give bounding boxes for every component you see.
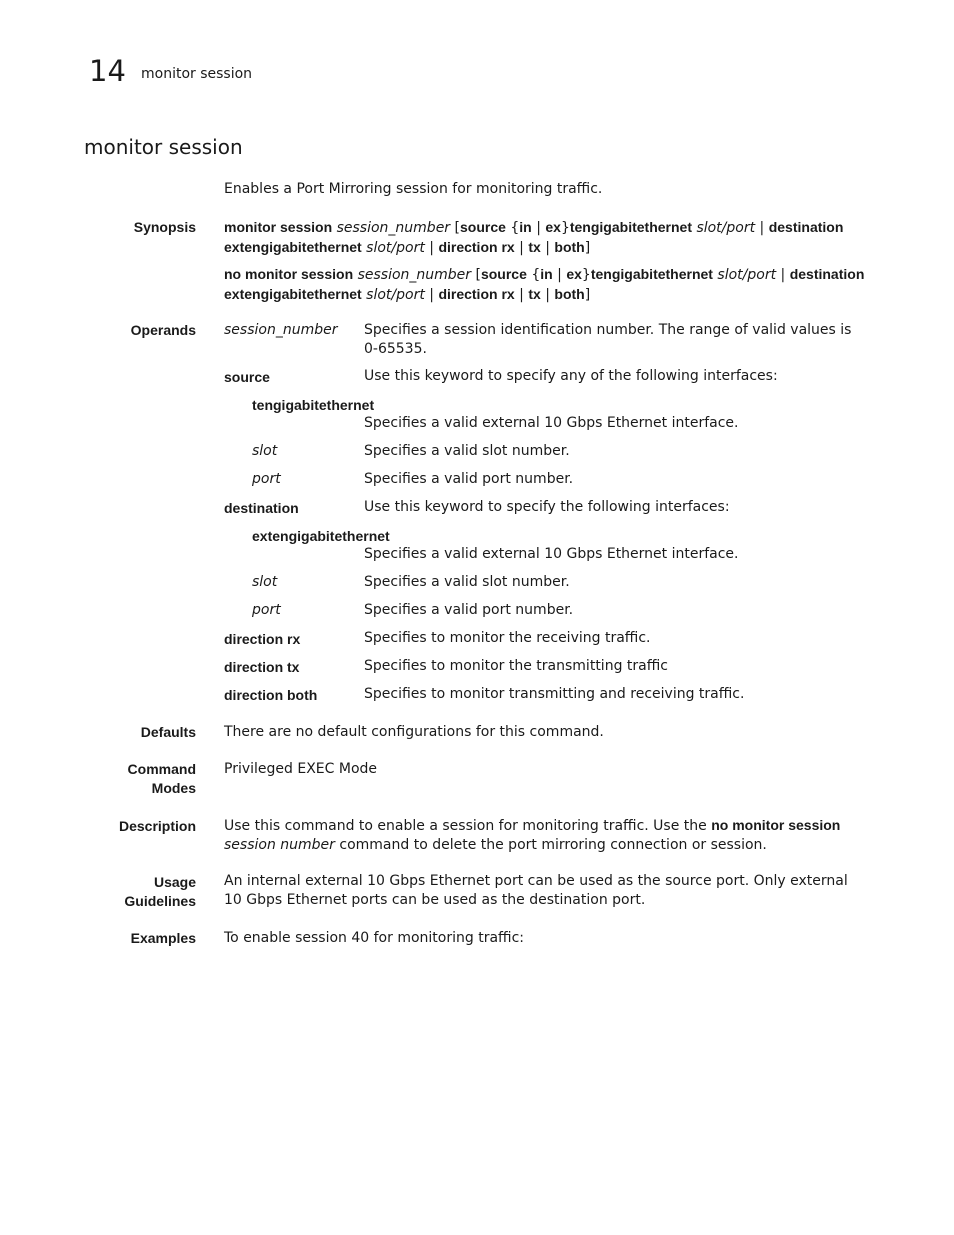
operand-term: port bbox=[252, 602, 281, 618]
operand-term: tengigabitethernet bbox=[252, 397, 375, 413]
usage-guidelines-text: An internal external 10 Gbps Ethernet port can be used as the source port. Only external 10 Gbps Ethernet ports can be used as the destination port. bbox=[224, 873, 848, 908]
chapter-number: 14 bbox=[89, 54, 126, 88]
operand-desc: Use this keyword to specify the following interfaces: bbox=[364, 499, 730, 515]
operand-desc: Specifies a valid port number. bbox=[364, 471, 574, 487]
examples-text: To enable session 40 for monitoring traffic: bbox=[224, 930, 524, 946]
examples-label: Examples bbox=[130, 930, 196, 946]
command-modes-label: Command Modes bbox=[127, 761, 196, 796]
command-summary: Enables a Port Mirroring session for monitoring traffic. bbox=[224, 181, 603, 197]
operand-desc: Specifies to monitor transmitting and receiving traffic. bbox=[364, 686, 745, 702]
operand-desc: Specifies a valid slot number. bbox=[364, 574, 570, 590]
operand-term: direction both bbox=[224, 687, 318, 703]
operand-desc: Specifies a valid slot number. bbox=[364, 443, 570, 459]
running-title: monitor session bbox=[141, 66, 253, 82]
synopsis-line-2: no monitor session session_number [source {in | ex}tengigabitethernet slot/port | destination extengigabitethernet slot/port | direction rx | tx | both] bbox=[224, 266, 865, 303]
operand-term: direction tx bbox=[224, 659, 300, 675]
operand-desc: Specifies to monitor the receiving traffic. bbox=[364, 630, 651, 646]
operand-desc: Specifies a valid external 10 Gbps Ethernet interface. bbox=[364, 415, 739, 431]
operand-term: direction rx bbox=[224, 631, 301, 647]
command-modes-text: Privileged EXEC Mode bbox=[224, 761, 378, 777]
operand-term: session_number bbox=[224, 322, 338, 338]
operand-term: extengigabitethernet bbox=[252, 528, 390, 544]
command-title: monitor session bbox=[84, 135, 243, 159]
operands-label: Operands bbox=[130, 322, 196, 338]
synopsis-label: Synopsis bbox=[133, 219, 196, 235]
operand-term: slot bbox=[252, 574, 278, 590]
operand-term: source bbox=[224, 369, 270, 385]
operand-desc: Specifies a valid external 10 Gbps Ethernet interface. bbox=[364, 546, 739, 562]
description-label: Description bbox=[118, 818, 196, 834]
synopsis-line-1: monitor session session_number [source {in | ex}tengigabitethernet slot/port | destination extengigabitethernet slot/port | direction rx | tx | both] bbox=[224, 219, 844, 256]
operand-desc: Specifies a valid port number. bbox=[364, 602, 574, 618]
operand-desc: Use this keyword to specify any of the following interfaces: bbox=[364, 368, 778, 384]
operand-desc: Specifies to monitor the transmitting traffic bbox=[364, 658, 668, 674]
defaults-label: Defaults bbox=[140, 724, 196, 740]
operand-term: destination bbox=[224, 500, 299, 516]
defaults-text: There are no default configurations for this command. bbox=[224, 724, 604, 740]
operand-desc: Specifies a session identification number. The range of valid values is 0-65535. bbox=[364, 322, 852, 357]
operand-term: slot bbox=[252, 443, 278, 459]
operand-term: port bbox=[252, 471, 281, 487]
description-text: Use this command to enable a session for monitoring traffic. Use the no monitor session session number command to delete the port mirroring connection or session. bbox=[224, 817, 841, 853]
usage-guidelines-label: Usage Guidelines bbox=[124, 874, 196, 909]
